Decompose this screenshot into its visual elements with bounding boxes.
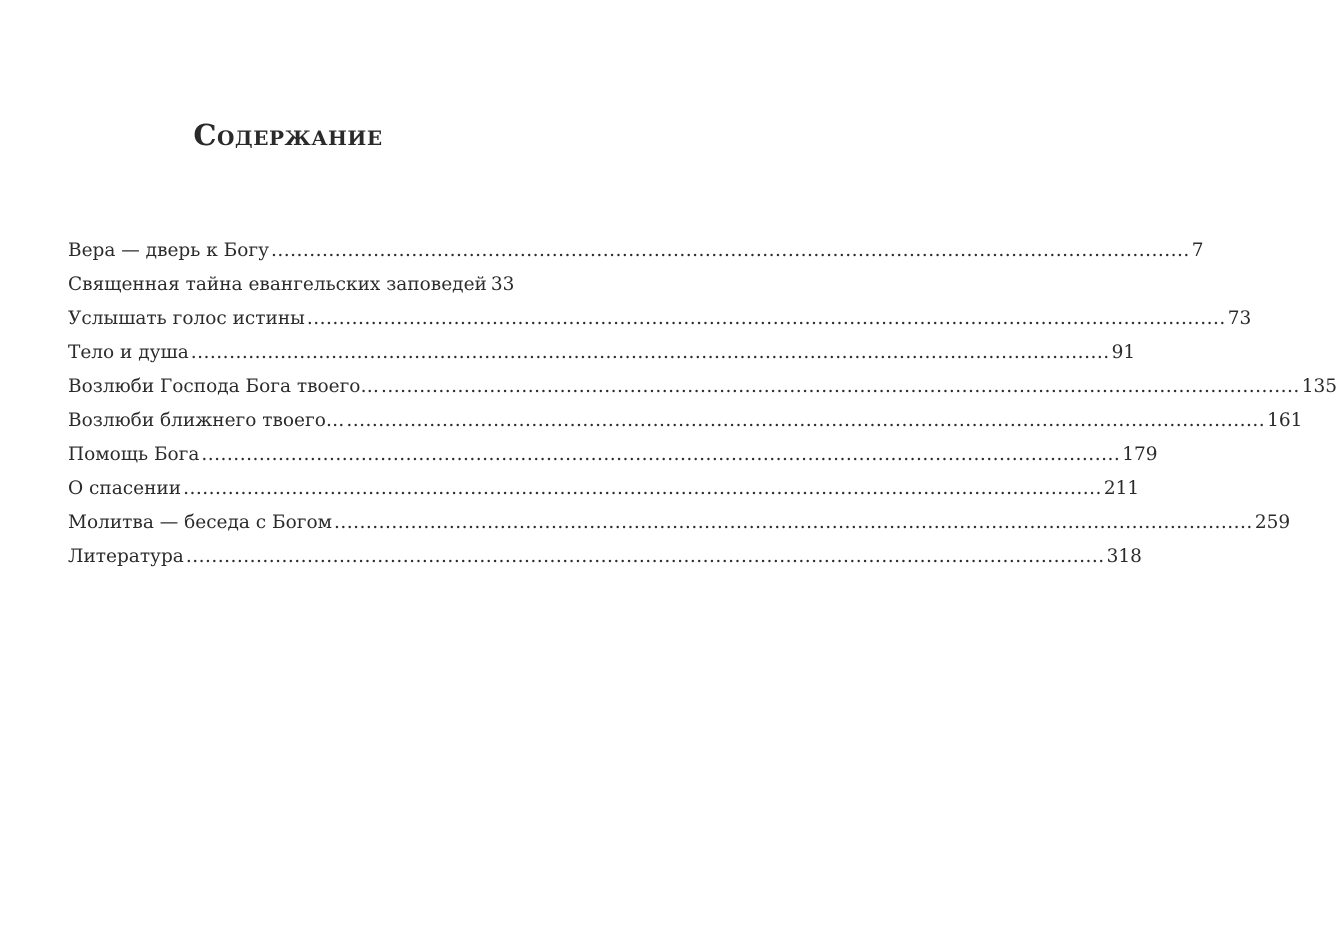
table-of-contents [68,234,1337,574]
toc-dot-leader [201,438,1120,472]
toc-entry-title: Вера — дверь к Богу [68,240,269,261]
toc-entry [68,540,1142,574]
toc-dot-leader [346,404,1265,438]
toc-dot-leader [271,234,1190,268]
toc-entry-title: Возлюби ближнего твоего… [68,410,345,431]
toc-dot-leader [334,506,1253,540]
toc-dot-leader [186,540,1105,574]
toc-entry-title: Тело и душа [68,342,189,363]
toc-entry-title: Помощь Бога [68,444,200,465]
toc-entry [68,506,1291,540]
page-title: Содержание [193,118,383,152]
toc-entry [68,268,515,302]
toc-entry-page: 179 [1122,444,1158,465]
toc-dot-leader [307,302,1226,336]
toc-entry-page: 318 [1106,546,1142,567]
toc-dot-leader [381,370,1300,404]
toc-entry [68,234,1204,268]
toc-entry [68,472,1140,506]
toc-entry [68,336,1136,370]
toc-entry-page: 7 [1191,240,1204,261]
toc-entry [68,370,1337,404]
toc-entry [68,404,1303,438]
toc-entry-page: 135 [1301,376,1337,397]
toc-entry-title: Услышать голос истины [68,308,305,329]
toc-entry-page: 73 [1227,308,1252,329]
toc-entry-page: 211 [1103,478,1140,499]
toc-entry-title: Литература [68,546,184,567]
toc-entry-page: 161 [1267,410,1303,431]
toc-entry [68,302,1252,336]
toc-entry-page: 259 [1254,512,1291,533]
toc-entry [68,438,1158,472]
toc-dot-leader [183,472,1102,506]
toc-entry-page: 33 [490,274,515,295]
toc-entry-title: Молитва — беседа с Богом [68,512,332,533]
toc-dot-leader [191,336,1110,370]
toc-entry-title: Священная тайна евангельских заповедей [68,274,487,295]
toc-entry-page: 91 [1111,342,1136,363]
toc-entry-title: О спасении [68,478,182,499]
toc-entry-title: Возлюби Господа Бога твоего… [68,376,379,397]
